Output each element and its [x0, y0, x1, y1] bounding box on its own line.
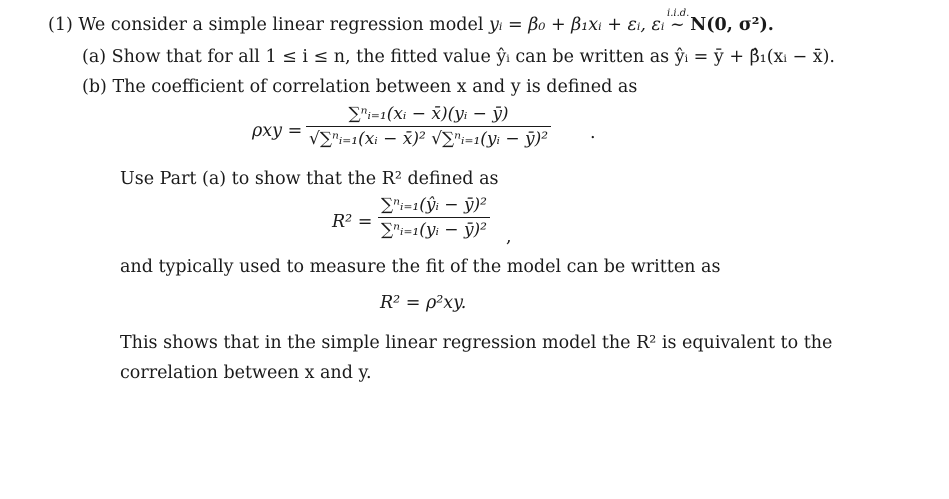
part-b-text5: correlation between x and y.	[120, 363, 372, 383]
problem-statement	[48, 8, 774, 36]
part-b-text2: Use Part (a) to show that the R² defined as	[120, 169, 499, 189]
rho-end: .	[590, 123, 596, 143]
part-b-text3: and typically used to measure the fit of the model can be written as	[120, 257, 721, 277]
rho-denominator: √∑ⁿᵢ₌₁(xᵢ − x̄)² √∑ⁿᵢ₌₁(yᵢ − ȳ)²	[309, 129, 549, 149]
r2-rho-equation: R² = ρ²xy.	[380, 293, 467, 313]
part-b	[82, 76, 637, 98]
r2-end: ,	[506, 227, 512, 247]
part-a-text: Show that for all 1 ≤ i ≤ n, the fitted value ŷᵢ can be written as ŷᵢ = ȳ + β̂₁(xᵢ − x̄).	[111, 47, 835, 67]
r2-numerator: ∑ⁿᵢ₌₁(ŷᵢ − ȳ)²	[381, 195, 487, 215]
model-equation: yᵢ = β₀ + β₁xᵢ + εᵢ, εᵢ	[489, 15, 665, 35]
distribution: N(0, σ²).	[690, 15, 774, 35]
r2-denominator: ∑ⁿᵢ₌₁(yᵢ − ȳ)²	[381, 220, 487, 240]
rho-fraction-bar	[306, 126, 551, 127]
problem-number: (1)	[48, 15, 73, 35]
r2-lhs: R² =	[332, 212, 373, 232]
rho-lhs: ρxy =	[252, 121, 303, 141]
rho-numerator: ∑ⁿᵢ₌₁(xᵢ − x̄)(yᵢ − ȳ)	[348, 104, 509, 124]
iid-symbol	[667, 8, 690, 36]
part-a	[82, 46, 835, 68]
iid-label: i.i.d.	[667, 8, 690, 19]
part-b-text4: This shows that in the simple linear regression model the R² is equivalent to the	[120, 333, 833, 353]
tilde-symbol: ~	[670, 15, 685, 35]
part-b-text1: The coefficient of correlation between x and y is defined as	[112, 77, 638, 97]
r2-fraction-bar	[378, 217, 490, 218]
r2-fraction	[378, 195, 490, 240]
part-a-label: (a)	[82, 47, 107, 67]
problem-intro: We consider a simple linear regression model	[78, 15, 484, 35]
rho-fraction	[306, 104, 551, 149]
part-b-label: (b)	[82, 77, 107, 97]
